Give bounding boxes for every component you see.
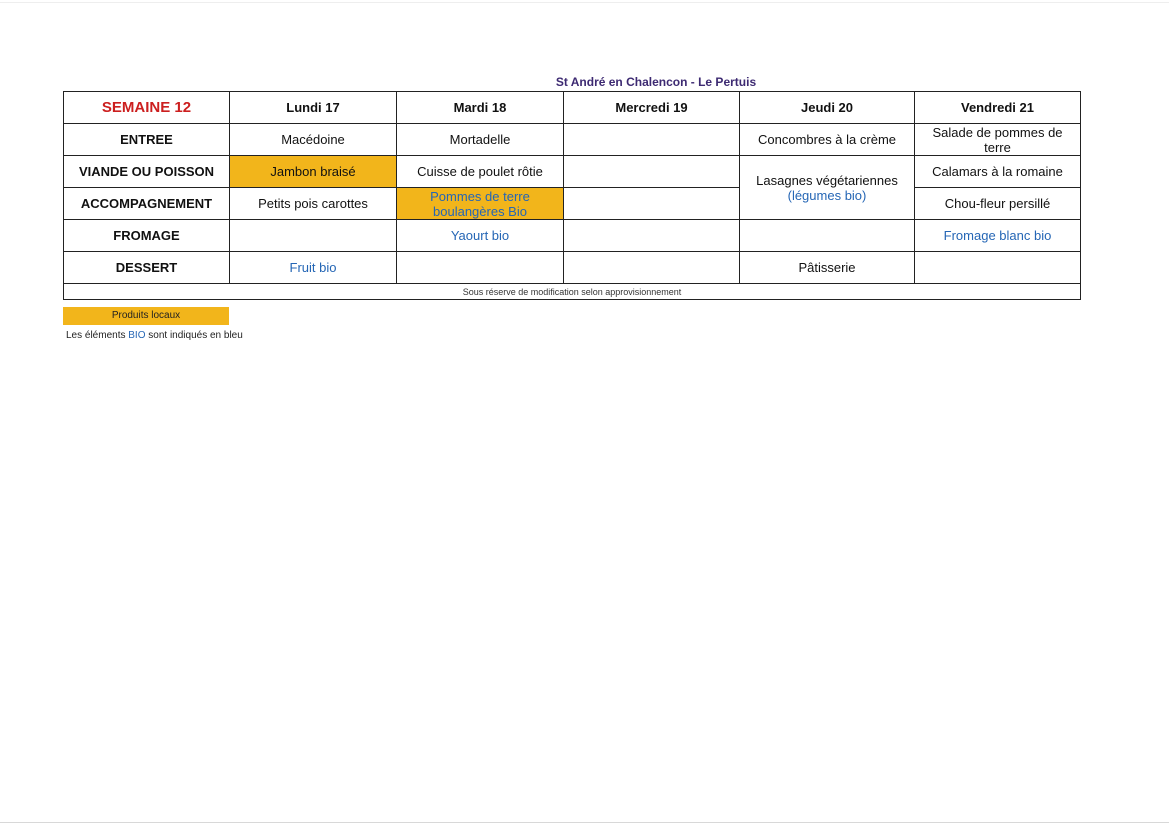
supply-note: Sous réserve de modification selon approvisionnement [64,284,1081,300]
cell-fromage-lundi [230,220,397,252]
cell-dessert-lundi: Fruit bio [230,252,397,284]
cell-dessert-mercredi [564,252,740,284]
legend-bio-prefix: Les éléments [66,330,129,341]
legend-bio [66,330,243,341]
cell-fromage-jeudi [740,220,915,252]
legend-bio-suffix: sont indiqués en bleu [145,330,243,341]
note-row [64,284,1081,300]
page-edge-bottom [0,822,1169,823]
row-label-accompagnement: ACCOMPAGNEMENT [64,188,230,220]
cell-viande-jeudi [740,156,915,220]
cell-accompagnement-mardi: Pommes de terre boulangères Bio [397,188,564,220]
cell-entree-lundi: Macédoine [230,124,397,156]
cell-accompagnement-lundi: Petits pois carottes [230,188,397,220]
cell-entree-jeudi: Concombres à la crème [740,124,915,156]
cell-fromage-mardi: Yaourt bio [397,220,564,252]
row-dessert [64,252,1081,284]
site-title: St André en Chalencon - Le Pertuis [555,75,757,89]
day-header-mercredi: Mercredi 19 [564,92,740,124]
row-viande [64,156,1081,188]
cell-viande-mardi: Cuisse de poulet rôtie [397,156,564,188]
cell-viande-jeudi-line2: (légumes bio) [787,187,867,203]
row-fromage [64,220,1081,252]
cell-accompagnement-vendredi: Chou-fleur persillé [915,188,1081,220]
cell-accompagnement-mercredi [564,188,740,220]
week-label: SEMAINE 12 [64,92,230,124]
cell-fromage-mercredi [564,220,740,252]
cell-entree-vendredi: Salade de pommes de terre [915,124,1081,156]
legend-local-products: Produits locaux [63,307,229,325]
cell-entree-mercredi [564,124,740,156]
row-accompagnement [64,188,1081,220]
cell-dessert-vendredi [915,252,1081,284]
cell-fromage-vendredi: Fromage blanc bio [915,220,1081,252]
day-header-vendredi: Vendredi 21 [915,92,1081,124]
cell-viande-vendredi: Calamars à la romaine [915,156,1081,188]
cell-dessert-jeudi: Pâtisserie [740,252,915,284]
table-header-row [64,92,1081,124]
row-label-dessert: DESSERT [64,252,230,284]
cell-viande-jeudi-line1: Lasagnes végétariennes [756,172,898,188]
day-header-lundi: Lundi 17 [230,92,397,124]
day-header-mardi: Mardi 18 [397,92,564,124]
cell-entree-mardi: Mortadelle [397,124,564,156]
page-edge-top [0,2,1169,3]
cell-viande-lundi: Jambon braisé [230,156,397,188]
cell-dessert-mardi [397,252,564,284]
row-label-viande: VIANDE OU POISSON [64,156,230,188]
row-label-entree: ENTREE [64,124,230,156]
cell-viande-mercredi [564,156,740,188]
row-entree [64,124,1081,156]
day-header-jeudi: Jeudi 20 [740,92,915,124]
row-label-fromage: FROMAGE [64,220,230,252]
weekly-menu-table [63,91,1081,300]
legend-bio-word: BIO [128,330,146,341]
